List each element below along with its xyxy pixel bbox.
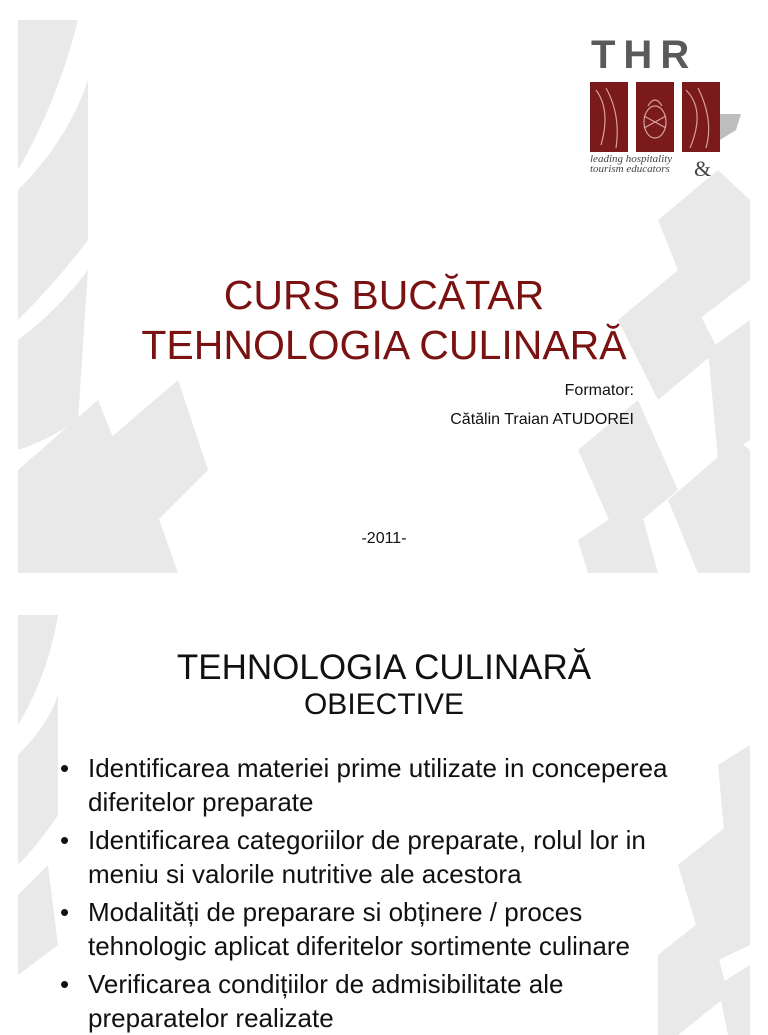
bullet-marker: •: [60, 753, 70, 783]
objectives-slide: [18, 615, 750, 1035]
logo-tagline-line2: tourism educators: [590, 163, 670, 175]
logo-tagline-line1: leading hospitality: [590, 153, 673, 165]
bullet-marker: •: [60, 969, 70, 999]
bullet-marker: •: [60, 897, 70, 927]
logo-ampersand: &: [694, 156, 712, 181]
objectives-list: [58, 751, 708, 1035]
thr-logo: [586, 30, 746, 190]
list-item: [58, 751, 708, 819]
bullet-marker: •: [60, 825, 70, 855]
bullet-text: Identificarea categoriilor de preparate, rolul lor in meniu si valorile nutritive ale acestora: [88, 825, 646, 889]
list-item: [58, 895, 708, 963]
slide-title: TEHNOLOGIA CULINARĂ: [176, 648, 592, 687]
formator-name: Cătălin Traian ATUDOREI: [450, 411, 634, 428]
bullet-text: Identificarea materiei prime utilizate in conceperea diferitelor preparate: [88, 753, 668, 817]
title-slide: [18, 20, 750, 573]
formator-label: Formator:: [564, 382, 634, 399]
year-label: -2011-: [361, 530, 407, 547]
slide-subtitle: OBIECTIVE: [303, 688, 465, 721]
slide-title-line1: CURS BUCĂTAR: [223, 272, 545, 318]
bullet-text: Modalități de preparare si obținere / proces tehnologic aplicat diferitelor sortimente culinare: [88, 897, 630, 961]
logo-letters: THR: [591, 33, 698, 77]
list-item: [58, 967, 708, 1035]
slide-title-line2: TEHNOLOGIA CULINARĂ: [141, 322, 627, 368]
bullet-text: Verificarea condițiilor de admisibilitate ale preparatelor realizate: [88, 969, 564, 1033]
list-item: [58, 823, 708, 891]
